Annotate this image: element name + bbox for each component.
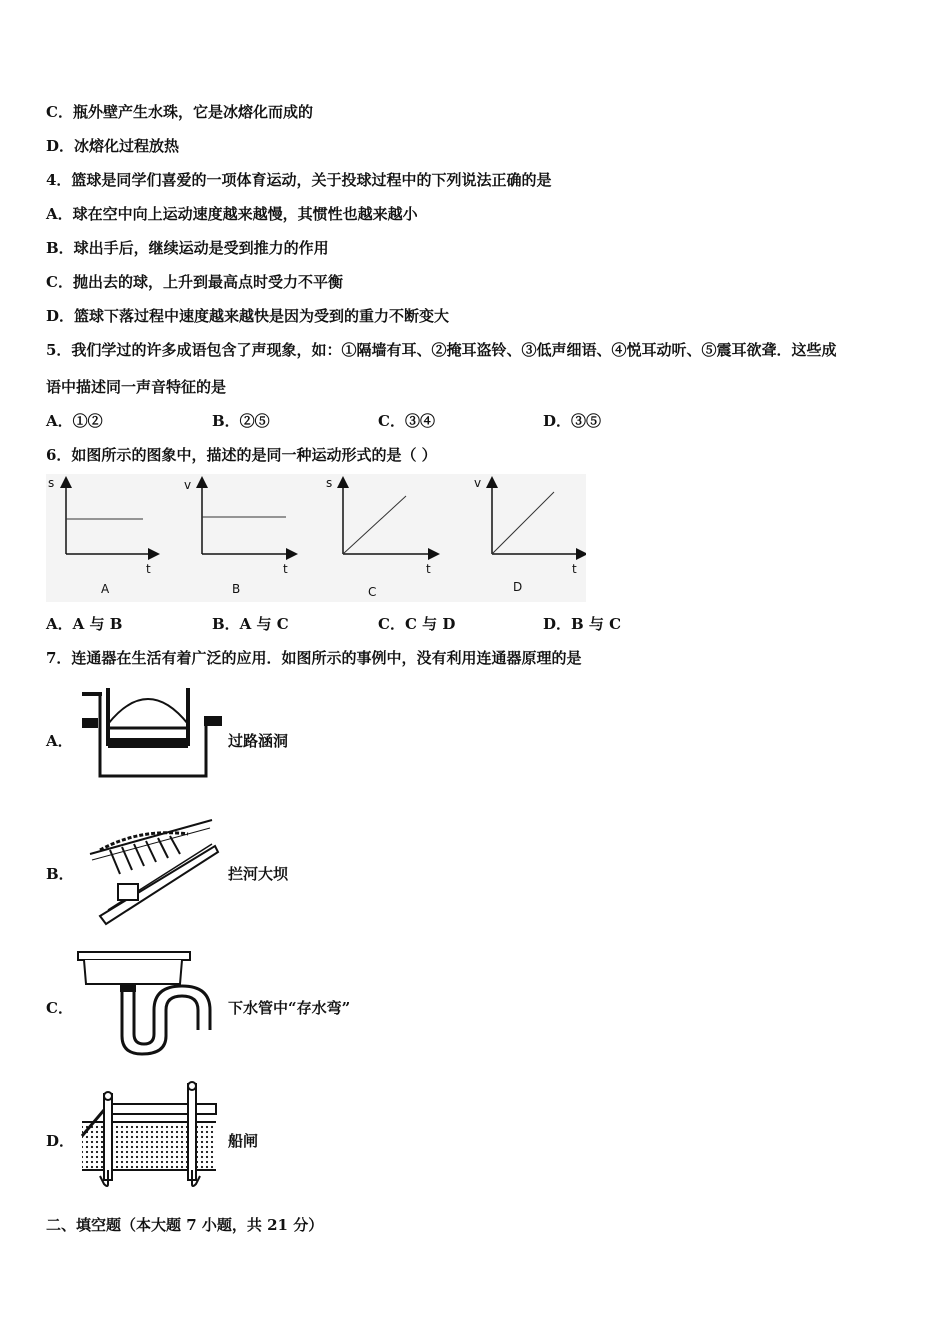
section-2-heading: 二、填空题（本大题 7 小题，共 21 分） [46,1216,324,1234]
motion-graphs-figure [46,474,586,602]
question-5-line-1: 5．我们学过的许多成语包含了声现象，如：①隔墙有耳、②掩耳盗铃、③低声细语、④悦耳动听、⑤震耳欲聋．这些成 [46,341,837,359]
graph-c [343,482,434,554]
q7-letter-d: D． [46,1132,75,1150]
ship-lock-figure [80,1080,222,1190]
graph-a-ylabel: s [48,476,55,490]
graph-d-ylabel: v [474,476,482,490]
question-5-option-b: B．②⑤ [212,412,270,430]
question-6-option-a: A．A 与 B [46,615,123,633]
graph-d-xlabel: t [572,562,577,576]
graph-b [202,482,292,554]
culvert-figure [82,684,222,778]
question-6: 6．如图所示的图象中，描述的是同一种运动形式的是（ ） [46,446,437,464]
question-5-option-c: C．③④ [378,412,435,430]
question-5-option-d: D．③⑤ [543,412,602,430]
question-5-option-a: A．①② [46,412,103,430]
dam-figure [80,816,220,926]
graph-b-ylabel: v [184,478,192,492]
graph-a-xlabel: t [146,562,151,576]
graph-d-caption: D [513,580,523,594]
question-7: 7．连通器在生活有着广泛的应用．如图所示的事例中，没有利用连通器原理的是 [46,649,582,667]
question-4: 4．篮球是同学们喜爱的一项体育运动，关于投球过程中的下列说法正确的是 [46,171,552,189]
option-d-text: D．冰熔化过程放热 [46,137,180,155]
q7-caption-a: 过路涵洞 [228,732,289,750]
graph-a-caption: A [101,582,110,596]
sink-trap-figure [76,950,222,1058]
graph-d [492,482,582,554]
question-4-option-b: B．球出手后，继续运动是受到推力的作用 [46,239,329,257]
q7-letter-b: B． [46,865,74,883]
question-4-option-a: A．球在空中向上运动速度越来越慢，其惯性也越来越小 [46,205,418,223]
graph-b-caption: B [232,582,241,596]
question-5-line-2: 语中描述同一声音特征的是 [46,378,227,396]
graph-c-caption: C [368,585,377,599]
q7-letter-c: C． [46,999,73,1017]
q7-letter-a: A． [46,732,73,750]
graph-a [66,482,154,554]
question-6-option-b: B．A 与 C [212,615,289,633]
q7-caption-c: 下水管中“存水弯” [228,999,351,1017]
question-6-option-d: D．B 与 C [543,615,622,633]
question-6-option-c: C．C 与 D [378,615,456,633]
graph-c-xlabel: t [426,562,431,576]
graph-b-xlabel: t [283,562,288,576]
q7-caption-b: 拦河大坝 [228,865,289,883]
question-4-option-c: C．抛出去的球，上升到最高点时受力不平衡 [46,273,343,291]
option-c-text: C．瓶外壁产生水珠，它是冰熔化而成的 [46,103,313,121]
question-4-option-d: D．篮球下落过程中速度越来越快是因为受到的重力不断变大 [46,307,450,325]
graph-c-ylabel: s [326,476,333,490]
q7-caption-d: 船闸 [228,1132,259,1150]
